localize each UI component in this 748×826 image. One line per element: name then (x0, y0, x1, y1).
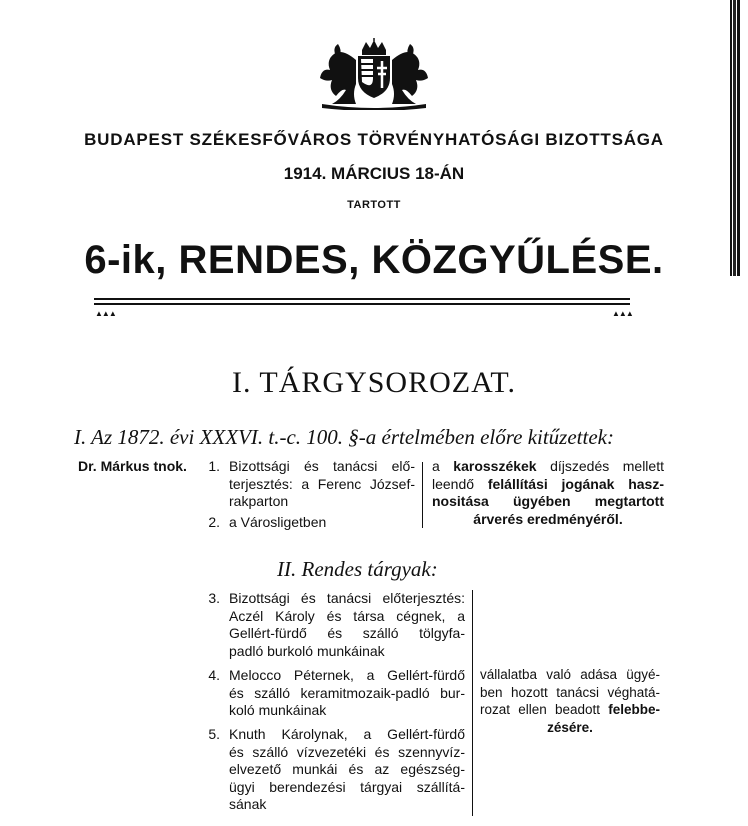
item-line: koló munkáinak (229, 702, 327, 718)
item-number: 5. (208, 726, 220, 742)
subject-line: a karosszékek díjszedés mellett (432, 458, 664, 474)
item-number: 2. (208, 514, 220, 530)
subject-line: leendő felállítási jogának hasz- (432, 475, 664, 492)
item-number: 3. (208, 590, 220, 606)
agenda-item-4 (229, 667, 465, 720)
section-heading-1: I. TÁRGYSOROZAT. (231, 366, 517, 399)
item-line: elvezető munkái és az egészség- (229, 761, 465, 777)
subject-text-2 (480, 666, 660, 736)
item-line: sának (229, 796, 267, 812)
item-line: és szálló keramitmozaik-padló bur- (229, 684, 465, 701)
coat-of-arms-icon (312, 38, 436, 110)
agenda-item-1 (229, 458, 415, 511)
page-title: 6-ik, RENDES, KÖZGYŰLÉSE. (84, 238, 664, 282)
item-line: rakparton (229, 493, 289, 509)
item-line: ügyi berendezési tárgyai szállítá- (229, 778, 465, 795)
item-number: 4. (208, 667, 220, 683)
item-line: Bizottsági és tanácsi előterjesztés: (229, 590, 465, 606)
item-line: és szálló vízvezetéki és szennyvíz- (229, 743, 465, 760)
agenda-item-3 (229, 590, 465, 660)
item-line: Melocco Péternek, a Gellért-fürdő (229, 667, 465, 683)
agenda-item-5 (229, 726, 465, 814)
header-date-line: 1914. MÁRCIUS 18-ÁN (283, 164, 465, 183)
double-rule-top (94, 298, 630, 300)
brace (422, 462, 423, 528)
subject-line: zésére. (547, 719, 593, 735)
ornament-right: ▲▲▲ (612, 309, 633, 318)
ornament-left: ▲▲▲ (95, 309, 116, 318)
speaker-label: Dr. Márkus tnok. (78, 458, 187, 474)
item-line: Aczél Károly és társa cégnek, a (229, 607, 465, 624)
item-line: Gellért-fürdő és szálló tölgyfa- (229, 625, 465, 641)
subject-line: nositása ügyében megtartott (432, 493, 664, 509)
item-line: Knuth Károlynak, a Gellért-fürdő (229, 726, 465, 742)
brace (472, 590, 473, 816)
section-heading-2: II. Rendes tárgyak: (277, 557, 438, 581)
header-authority-line: BUDAPEST SZÉKESFŐVÁROS TÖRVÉNYHATÓSÁGI BIZOTTSÁGA (84, 130, 664, 149)
item-number: 1. (208, 458, 220, 474)
header-held-line: TARTOTT (347, 199, 401, 211)
double-rule-bottom (94, 303, 630, 305)
subject-line: árverés eredményéről. (473, 510, 623, 527)
subject-text-1 (432, 458, 664, 528)
subject-line: ben hozott tanácsi véghatá- (480, 684, 660, 700)
section-subheading-1: I. Az 1872. évi XXXVI. t.-c. 100. §-a értelmében előre kitűzettek: (74, 425, 614, 449)
subject-line: rozat ellen beadott felebbe- (480, 702, 660, 717)
item-line: Bizottsági és tanácsi elő- (229, 458, 415, 474)
agenda-item-2: a Városligetben (229, 514, 327, 530)
item-line: padló burkoló munkáinak (229, 642, 385, 659)
subject-line: vállalatba való adása ügyé- (480, 667, 660, 682)
item-line: terjesztés: a Ferenc József- (229, 475, 415, 492)
